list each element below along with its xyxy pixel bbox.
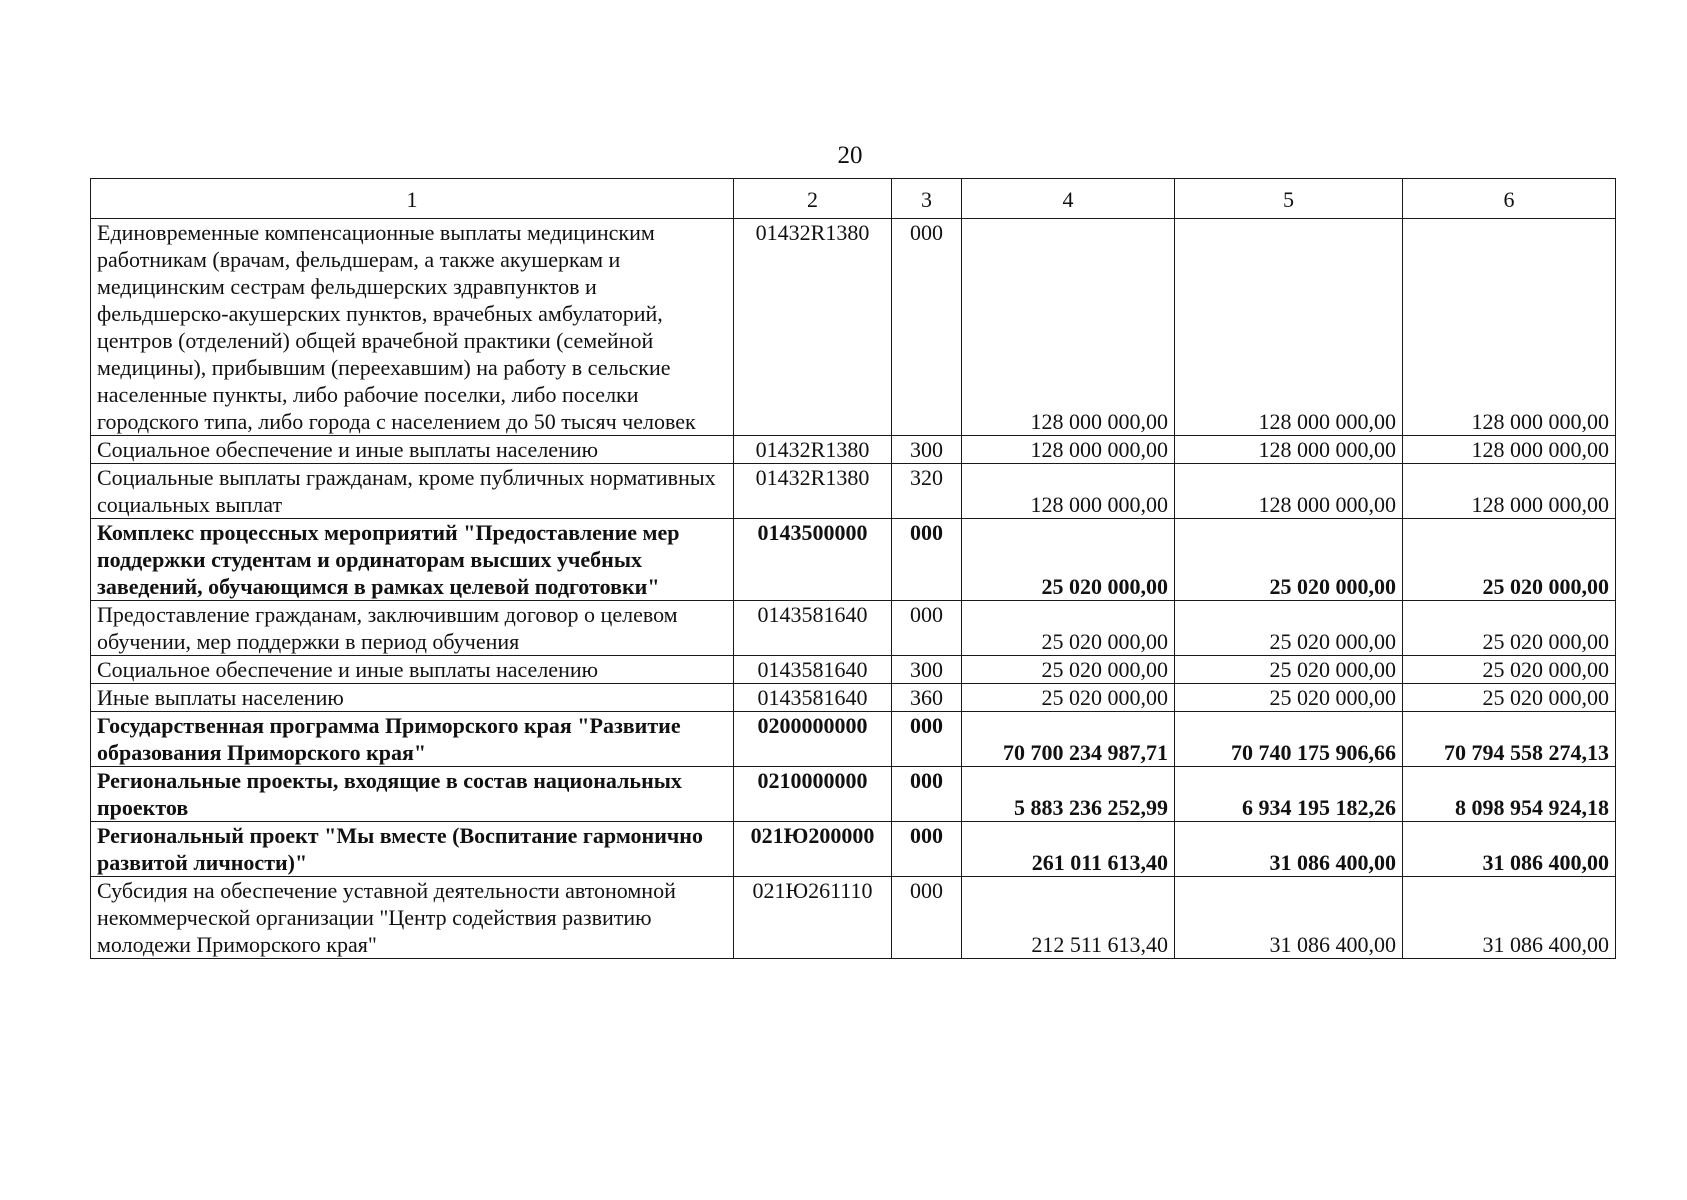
header-col-6: 6 — [1403, 179, 1616, 219]
row-name: Социальные выплаты гражданам, кроме публичных нормативных социальных выплат — [91, 464, 734, 519]
table-row — [91, 822, 1616, 877]
row-value-1: 261 011 613,40 — [962, 822, 1175, 877]
row-value-3: 31 086 400,00 — [1403, 877, 1616, 959]
row-value-1: 25 020 000,00 — [962, 601, 1175, 656]
row-name: Социальное обеспечение и иные выплаты населению — [91, 656, 734, 684]
row-type: 000 — [892, 712, 962, 767]
header-col-2: 2 — [734, 179, 892, 219]
row-name: Региональный проект "Мы вместе (Воспитание гармонично развитой личности)" — [91, 822, 734, 877]
row-value-2: 6 934 195 182,26 — [1175, 767, 1403, 822]
row-code: 0143581640 — [734, 684, 892, 712]
row-code: 01432R1380 — [734, 219, 892, 436]
page-number: 20 — [837, 142, 863, 169]
row-name: Социальное обеспечение и иные выплаты населению — [91, 436, 734, 464]
row-value-1: 128 000 000,00 — [962, 219, 1175, 436]
row-value-1: 70 700 234 987,71 — [962, 712, 1175, 767]
row-value-1: 128 000 000,00 — [962, 436, 1175, 464]
row-name: Государственная программа Приморского края "Развитие образования Приморского края" — [91, 712, 734, 767]
row-value-2: 25 020 000,00 — [1175, 656, 1403, 684]
header-col-1: 1 — [91, 179, 734, 219]
row-name: Комплекс процессных мероприятий "Предоставление мер поддержки студентам и ординаторам высших учебных заведений, обучающимся в рамках целевой подготовки" — [91, 519, 734, 601]
row-name: Иные выплаты населению — [91, 684, 734, 712]
table-row — [91, 877, 1616, 959]
row-type: 000 — [892, 767, 962, 822]
row-value-3: 128 000 000,00 — [1403, 219, 1616, 436]
row-value-2: 128 000 000,00 — [1175, 436, 1403, 464]
row-type: 000 — [892, 877, 962, 959]
row-value-2: 31 086 400,00 — [1175, 877, 1403, 959]
row-code: 01432R1380 — [734, 436, 892, 464]
table-row — [91, 656, 1616, 684]
row-type: 000 — [892, 822, 962, 877]
row-value-1: 25 020 000,00 — [962, 519, 1175, 601]
table-row — [91, 767, 1616, 822]
row-value-3: 31 086 400,00 — [1403, 822, 1616, 877]
row-type: 300 — [892, 656, 962, 684]
row-value-2: 70 740 175 906,66 — [1175, 712, 1403, 767]
row-value-2: 128 000 000,00 — [1175, 219, 1403, 436]
row-type: 300 — [892, 436, 962, 464]
row-value-3: 25 020 000,00 — [1403, 684, 1616, 712]
row-value-2: 31 086 400,00 — [1175, 822, 1403, 877]
row-type: 000 — [892, 519, 962, 601]
row-value-3: 128 000 000,00 — [1403, 464, 1616, 519]
row-type: 360 — [892, 684, 962, 712]
row-name: Региональные проекты, входящие в состав национальных проектов — [91, 767, 734, 822]
row-value-1: 25 020 000,00 — [962, 684, 1175, 712]
row-value-3: 25 020 000,00 — [1403, 656, 1616, 684]
row-code: 021Ю200000 — [734, 822, 892, 877]
row-type: 000 — [892, 601, 962, 656]
row-name: Субсидия на обеспечение уставной деятельности автономной некоммерческой организации "Центр содействия развитию молодежи Приморского края" — [91, 877, 734, 959]
row-type: 320 — [892, 464, 962, 519]
table-row — [91, 601, 1616, 656]
table-row — [91, 519, 1616, 601]
row-value-3: 25 020 000,00 — [1403, 519, 1616, 601]
row-value-1: 212 511 613,40 — [962, 877, 1175, 959]
header-row — [91, 179, 1616, 219]
table-row — [91, 712, 1616, 767]
row-value-3: 8 098 954 924,18 — [1403, 767, 1616, 822]
table-row — [91, 684, 1616, 712]
budget-table — [90, 178, 1616, 959]
row-code: 021Ю261110 — [734, 877, 892, 959]
row-code: 0143500000 — [734, 519, 892, 601]
row-name: Единовременные компенсационные выплаты медицинским работникам (врачам, фельдшерам, а также акушеркам и медицинским сестрам фельдшерских здравпунктов и фельдшерско-акушерских пунктов, врачебных амбулаторий, центров (отделений) общей врачебной практики (семейной медицины), прибывшим (переехавшим) на работу в сельские населенные пункты, либо рабочие поселки, либо поселки городского типа, либо города с населением до 50 тысяч человек — [91, 219, 734, 436]
header-col-4: 4 — [962, 179, 1175, 219]
row-code: 0143581640 — [734, 601, 892, 656]
row-value-1: 25 020 000,00 — [962, 656, 1175, 684]
row-code: 0210000000 — [734, 767, 892, 822]
row-value-1: 5 883 236 252,99 — [962, 767, 1175, 822]
row-value-1: 128 000 000,00 — [962, 464, 1175, 519]
row-code: 0200000000 — [734, 712, 892, 767]
table-row — [91, 464, 1616, 519]
row-value-2: 25 020 000,00 — [1175, 601, 1403, 656]
row-name: Предоставление гражданам, заключившим договор о целевом обучении, мер поддержки в период обучения — [91, 601, 734, 656]
row-code: 01432R1380 — [734, 464, 892, 519]
row-value-2: 25 020 000,00 — [1175, 684, 1403, 712]
row-value-3: 70 794 558 274,13 — [1403, 712, 1616, 767]
row-value-3: 25 020 000,00 — [1403, 601, 1616, 656]
row-code: 0143581640 — [734, 656, 892, 684]
header-col-3: 3 — [892, 179, 962, 219]
header-col-5: 5 — [1175, 179, 1403, 219]
table-row — [91, 436, 1616, 464]
table-row — [91, 219, 1616, 436]
row-value-2: 128 000 000,00 — [1175, 464, 1403, 519]
row-value-2: 25 020 000,00 — [1175, 519, 1403, 601]
row-type: 000 — [892, 219, 962, 436]
row-value-3: 128 000 000,00 — [1403, 436, 1616, 464]
